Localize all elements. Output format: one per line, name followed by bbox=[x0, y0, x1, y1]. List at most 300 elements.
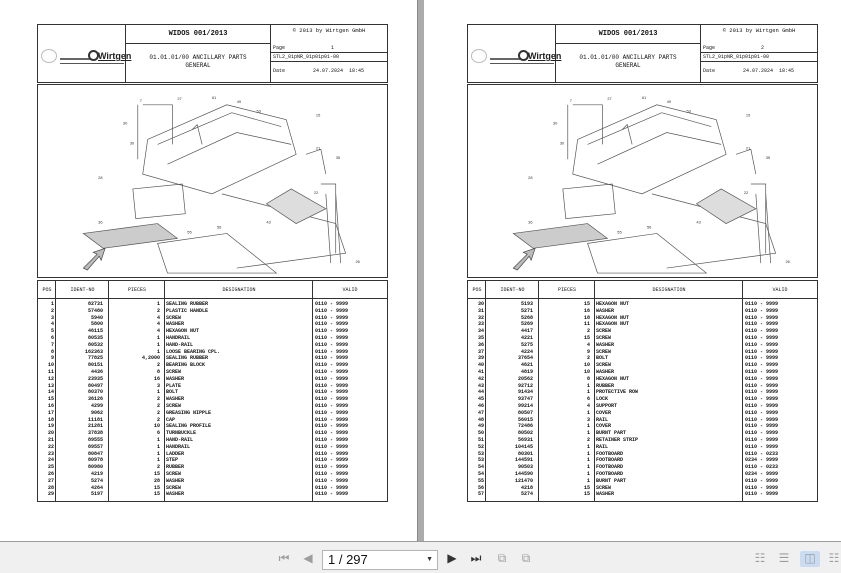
table-row bbox=[468, 315, 817, 322]
cell-valid: 0110 - 9999 bbox=[745, 443, 779, 450]
svg-text:27: 27 bbox=[177, 95, 182, 101]
cell-ident-no: 11181 bbox=[87, 416, 103, 423]
cell-pieces: 1 bbox=[586, 464, 590, 471]
previous-page-icon[interactable]: ◀ bbox=[303, 552, 313, 566]
cell-pos: 6 bbox=[50, 334, 54, 341]
cell-ident-no: 4219 bbox=[90, 470, 103, 477]
cell-designation: WASHER bbox=[596, 491, 615, 498]
cell-valid: 0110 - 9999 bbox=[745, 314, 779, 321]
cell-designation: FOOTBOARD bbox=[596, 457, 624, 464]
cell-valid: 0110 - 9999 bbox=[745, 389, 779, 396]
cell-designation: FOOTBOARD bbox=[596, 464, 624, 471]
cell-valid: 0110 - 9999 bbox=[315, 307, 349, 314]
cell-designation: RAIL bbox=[596, 443, 609, 450]
cell-designation: PLATE bbox=[166, 382, 182, 389]
cell-ident-no: 5800 bbox=[90, 321, 103, 328]
section-title: 01.01.01/00 ANCILLARY PARTS bbox=[149, 54, 247, 61]
cell-pieces: 1 bbox=[156, 341, 160, 348]
section-title: 01.01.01/00 ANCILLARY PARTS bbox=[579, 54, 677, 61]
svg-text:35: 35 bbox=[765, 155, 771, 161]
cell-pos: 20 bbox=[47, 430, 54, 437]
table-row bbox=[468, 389, 817, 396]
cell-pieces: 8 bbox=[586, 375, 590, 382]
svg-text:61: 61 bbox=[642, 94, 647, 100]
cell-valid: 0110 - 9999 bbox=[315, 382, 349, 389]
page-navigation-toolbar bbox=[0, 541, 841, 573]
cell-valid: 0110 - 9999 bbox=[745, 348, 779, 355]
svg-text:36: 36 bbox=[98, 219, 103, 225]
table-row bbox=[468, 321, 817, 328]
table-row bbox=[38, 362, 387, 369]
continuous-facing-view-icon[interactable]: ☷ bbox=[828, 552, 840, 566]
header-pos: POS bbox=[468, 281, 486, 299]
cell-pos: 51 bbox=[477, 436, 484, 443]
cell-ident-no: 5193 bbox=[520, 301, 533, 307]
cell-valid: 0110 - 9999 bbox=[315, 396, 349, 403]
cell-pos: 19 bbox=[47, 423, 54, 430]
facing-view-icon[interactable]: ◫ bbox=[800, 551, 820, 567]
cell-designation: HANDRAIL bbox=[166, 443, 191, 450]
cell-pos: 54 bbox=[477, 464, 484, 471]
cell-ident-no: 80535 bbox=[87, 334, 103, 341]
date-label: Date bbox=[273, 68, 286, 74]
table-body bbox=[468, 301, 817, 498]
cell-pieces: 1 bbox=[156, 348, 160, 355]
cell-pos: 32 bbox=[477, 314, 484, 321]
cell-ident-no: 57480 bbox=[87, 307, 103, 314]
cell-designation: WASHER bbox=[596, 307, 615, 314]
page-number-value: 1 / 297 bbox=[328, 552, 368, 567]
cell-valid: 0110 - 9999 bbox=[745, 416, 779, 423]
table-row bbox=[38, 389, 387, 396]
table-row bbox=[468, 423, 817, 430]
page-gap bbox=[417, 0, 424, 541]
section-description bbox=[126, 44, 271, 82]
cell-valid: 0110 - 9999 bbox=[745, 430, 779, 437]
table-row bbox=[38, 491, 387, 498]
cell-ident-no: 80980 bbox=[87, 464, 103, 471]
cell-pos: 36 bbox=[477, 341, 484, 348]
cell-designation: FOOTBOARD bbox=[596, 470, 624, 477]
first-page-icon[interactable]: ⏮ bbox=[278, 552, 290, 566]
cell-pieces: 10 bbox=[583, 362, 590, 369]
cell-valid: 0110 - 9999 bbox=[745, 328, 779, 335]
cell-ident-no: 37654 bbox=[517, 355, 533, 362]
cell-ident-no: 37838 bbox=[87, 430, 103, 437]
chevron-down-icon[interactable]: ▼ bbox=[426, 556, 433, 563]
cell-pos: 35 bbox=[477, 334, 484, 341]
cell-designation: HEXAGON NUT bbox=[596, 375, 630, 382]
table-row bbox=[468, 417, 817, 424]
table-row bbox=[468, 410, 817, 417]
cell-ident-no: 89555 bbox=[87, 436, 103, 443]
svg-text:36: 36 bbox=[528, 219, 533, 225]
cell-pieces: 1 bbox=[586, 477, 590, 484]
cell-valid: 0234 - 9999 bbox=[745, 457, 779, 464]
cell-ident-no: 93747 bbox=[517, 396, 533, 403]
cell-valid: 0110 - 9999 bbox=[315, 314, 349, 321]
svg-text:49: 49 bbox=[666, 98, 672, 104]
continuous-view-icon[interactable]: ☰ bbox=[778, 552, 790, 566]
svg-text:30: 30 bbox=[559, 140, 565, 146]
cell-ident-no: 5274 bbox=[520, 491, 533, 498]
table-row bbox=[38, 342, 387, 349]
document-title: WIDOS 001/2013 bbox=[556, 25, 701, 44]
logo-cell bbox=[468, 25, 562, 82]
cell-pos: 37 bbox=[477, 348, 484, 355]
cell-pos: 53 bbox=[477, 450, 484, 457]
table-row bbox=[468, 437, 817, 444]
parts-diagram-image bbox=[38, 85, 387, 277]
cell-valid: 0110 - 9999 bbox=[745, 402, 779, 409]
table-row bbox=[38, 335, 387, 342]
cell-valid: 0110 - 9999 bbox=[315, 341, 349, 348]
cell-valid: 0110 - 9999 bbox=[315, 477, 349, 484]
cell-pos: 34 bbox=[477, 328, 484, 335]
cell-ident-no: 144590 bbox=[514, 470, 533, 477]
table-row bbox=[468, 342, 817, 349]
cell-ident-no: 5268 bbox=[520, 314, 533, 321]
cell-ident-no: 9062 bbox=[90, 409, 103, 416]
cell-pos: 41 bbox=[477, 368, 484, 375]
cell-pieces: 1 bbox=[586, 409, 590, 416]
cell-valid: 0110 - 9999 bbox=[315, 402, 349, 409]
orientation-arrow-icon bbox=[83, 248, 105, 270]
cell-pieces: 1 bbox=[156, 443, 160, 450]
cell-pos: 47 bbox=[477, 409, 484, 416]
single-page-view-icon[interactable]: ☷ bbox=[754, 552, 766, 566]
cell-ident-no: 21281 bbox=[87, 423, 103, 430]
table-row bbox=[38, 369, 387, 376]
cell-designation: HEXAGON NUT bbox=[166, 328, 200, 335]
cell-valid: 0110 - 9999 bbox=[315, 430, 349, 437]
cell-designation: HEXAGON NUT bbox=[596, 321, 630, 328]
svg-text:56: 56 bbox=[216, 224, 222, 230]
table-row bbox=[38, 315, 387, 322]
cell-valid: 0110 - 9999 bbox=[315, 470, 349, 477]
cell-pos: 44 bbox=[477, 389, 484, 396]
cell-valid: 0110 - 9999 bbox=[315, 484, 349, 491]
cell-ident-no: 80978 bbox=[87, 457, 103, 464]
svg-text:53: 53 bbox=[686, 108, 691, 114]
cell-pieces: 4 bbox=[156, 321, 160, 328]
brand-name: Wirtgen bbox=[528, 51, 562, 61]
table-row bbox=[468, 301, 817, 308]
table-row bbox=[38, 471, 387, 478]
cell-designation: SCREW bbox=[166, 484, 182, 491]
cell-designation: RUBBER bbox=[596, 382, 615, 389]
cell-valid: 0110 - 9999 bbox=[315, 436, 349, 443]
next-view-icon[interactable]: ⧉ bbox=[521, 552, 531, 566]
cell-pos: 50 bbox=[477, 430, 484, 437]
cell-designation: SCREW bbox=[596, 484, 612, 491]
cell-designation: HANDRAIL bbox=[166, 334, 191, 341]
svg-text:7: 7 bbox=[569, 97, 572, 103]
cell-valid: 0110 - 9999 bbox=[315, 301, 349, 307]
cell-ident-no: 4621 bbox=[520, 362, 533, 369]
cell-designation: LOCK bbox=[596, 396, 609, 403]
cell-ident-no: 91434 bbox=[517, 389, 533, 396]
cell-pieces: 1 bbox=[156, 450, 160, 457]
cell-pos: 4 bbox=[50, 321, 54, 328]
cell-designation: WASHER bbox=[166, 321, 185, 328]
cell-pos: 11 bbox=[47, 368, 54, 375]
wirtgen-logo bbox=[490, 49, 562, 65]
table-row bbox=[468, 383, 817, 390]
cell-ident-no: 162363 bbox=[84, 348, 103, 355]
parts-table bbox=[37, 280, 388, 502]
cell-pos: 56 bbox=[477, 484, 484, 491]
header-designation: DESIGNATION bbox=[595, 281, 743, 299]
cell-ident-no: 23935 bbox=[87, 375, 103, 382]
header-pieces: PIECES bbox=[109, 281, 165, 299]
exploded-parts-drawing bbox=[37, 84, 388, 278]
cell-pieces: 3 bbox=[156, 382, 160, 389]
svg-text:15: 15 bbox=[745, 112, 751, 118]
cell-valid: 0110 - 9999 bbox=[745, 334, 779, 341]
document-code: STL2_01pNR_01p01p01-00 bbox=[271, 53, 387, 62]
cell-pos: 55 bbox=[477, 477, 484, 484]
cell-designation: WASHER bbox=[166, 396, 185, 403]
table-row bbox=[38, 301, 387, 308]
svg-text:30: 30 bbox=[122, 120, 128, 126]
table-row bbox=[38, 437, 387, 444]
cell-ident-no: 4264 bbox=[90, 484, 103, 491]
cell-designation: WASHER bbox=[166, 477, 185, 484]
cell-pos: 17 bbox=[47, 409, 54, 416]
cell-ident-no: 5274 bbox=[90, 477, 103, 484]
table-row bbox=[38, 349, 387, 356]
cell-pieces: 1 bbox=[156, 457, 160, 464]
cell-ident-no: 5940 bbox=[90, 314, 103, 321]
table-row bbox=[468, 376, 817, 383]
cell-pos: 18 bbox=[47, 416, 54, 423]
cell-pos: 9 bbox=[50, 355, 54, 362]
copyright: © 2013 by Wirtgen GmbH bbox=[292, 27, 366, 34]
svg-text:30: 30 bbox=[129, 140, 135, 146]
section-subtitle: GENERAL bbox=[185, 62, 211, 69]
cell-pieces: 1 bbox=[586, 430, 590, 437]
seal-logo-icon bbox=[471, 49, 487, 63]
header-ident: IDENT-NO bbox=[56, 281, 109, 299]
cell-pieces: 2 bbox=[156, 362, 160, 369]
cell-valid: 0110 - 9999 bbox=[315, 423, 349, 430]
cell-valid: 0110 - 9999 bbox=[745, 368, 779, 375]
table-row bbox=[38, 444, 387, 451]
cell-ident-no: 80301 bbox=[517, 450, 533, 457]
table-row bbox=[468, 464, 817, 471]
table-row bbox=[38, 451, 387, 458]
cell-designation: BURNT PART bbox=[596, 477, 627, 484]
cell-valid: 0110 - 9999 bbox=[315, 457, 349, 464]
cell-valid: 0110 - 9999 bbox=[315, 355, 349, 362]
cell-pos: 21 bbox=[47, 436, 54, 443]
header-pieces: PIECES bbox=[539, 281, 595, 299]
page-number: 1 bbox=[331, 45, 335, 51]
cell-ident-no: 20562 bbox=[517, 375, 533, 382]
cell-valid: 0110 - 9999 bbox=[745, 362, 779, 369]
cell-valid: 0110 - 9999 bbox=[315, 464, 349, 471]
cell-pieces: 1 bbox=[156, 389, 160, 396]
cell-pos: 27 bbox=[47, 477, 54, 484]
cell-valid: 0110 - 9999 bbox=[315, 491, 349, 498]
cell-ident-no: 4218 bbox=[520, 484, 533, 491]
cell-designation: LOOSE BEARING CPL. bbox=[166, 348, 221, 355]
cell-valid: 0110 - 9999 bbox=[745, 409, 779, 416]
header-valid: VALID bbox=[743, 281, 817, 299]
cell-ident-no: 56015 bbox=[517, 416, 533, 423]
cell-designation: BOLT bbox=[166, 389, 179, 396]
cell-pieces: 2 bbox=[156, 416, 160, 423]
svg-text:28: 28 bbox=[98, 175, 103, 181]
table-row bbox=[468, 369, 817, 376]
cell-designation: WASHER bbox=[596, 368, 615, 375]
cell-valid: 0110 - 9999 bbox=[315, 368, 349, 375]
cell-designation: RETAINER STRIP bbox=[596, 436, 639, 443]
svg-text:61: 61 bbox=[212, 94, 217, 100]
cell-ident-no: 4224 bbox=[520, 348, 533, 355]
cell-pos: 57 bbox=[477, 491, 484, 498]
cell-ident-no: 4417 bbox=[520, 328, 533, 335]
page-number: 2 bbox=[761, 45, 765, 51]
cell-pieces: 6 bbox=[156, 430, 160, 437]
table-row bbox=[468, 396, 817, 403]
exploded-parts-drawing bbox=[467, 84, 818, 278]
date-value: 24.07.2024 18:45 bbox=[743, 68, 795, 74]
cell-pieces: 1 bbox=[156, 334, 160, 341]
cell-pos: 54 bbox=[477, 470, 484, 477]
cell-ident-no: 90503 bbox=[517, 464, 533, 471]
page-header bbox=[37, 24, 388, 83]
cell-valid: 0110 - 9999 bbox=[315, 334, 349, 341]
pdf-page-1 bbox=[0, 0, 417, 541]
svg-text:30: 30 bbox=[552, 120, 558, 126]
cell-valid: 0110 - 9999 bbox=[315, 348, 349, 355]
cell-designation: WASHER bbox=[166, 375, 185, 382]
cell-designation: SCREW bbox=[166, 470, 182, 477]
cell-pieces: 4 bbox=[156, 314, 160, 321]
table-row bbox=[38, 417, 387, 424]
table-row bbox=[38, 403, 387, 410]
cell-pieces: 15 bbox=[153, 491, 160, 498]
table-row bbox=[468, 444, 817, 451]
svg-text:22: 22 bbox=[743, 189, 749, 195]
cell-pieces: 1 bbox=[586, 470, 590, 477]
cell-ident-no: 121470 bbox=[514, 477, 533, 484]
cell-valid: 0110 - 9999 bbox=[745, 341, 779, 348]
cell-designation: HEXAGON NUT bbox=[596, 301, 630, 307]
cell-ident-no: 82731 bbox=[87, 301, 103, 307]
svg-text:53: 53 bbox=[256, 108, 261, 114]
cell-valid: 0110 - 9999 bbox=[745, 382, 779, 389]
svg-text:35: 35 bbox=[335, 155, 341, 161]
cell-pieces: 15 bbox=[583, 301, 590, 307]
copyright: © 2013 by Wirtgen GmbH bbox=[722, 27, 796, 34]
cell-pos: 16 bbox=[47, 402, 54, 409]
cell-ident-no: 4819 bbox=[520, 368, 533, 375]
cell-ident-no: 5275 bbox=[520, 341, 533, 348]
cell-designation: RUBBER bbox=[166, 464, 185, 471]
cell-ident-no: 92712 bbox=[517, 382, 533, 389]
cell-pos: 30 bbox=[477, 301, 484, 307]
table-row bbox=[38, 410, 387, 417]
cell-designation: SEALING RUBBER bbox=[166, 301, 209, 307]
wirtgen-logo bbox=[60, 49, 132, 65]
cell-valid: 0110 - 9999 bbox=[315, 409, 349, 416]
svg-text:22: 22 bbox=[313, 189, 319, 195]
cell-designation: PROTECTIVE ROW bbox=[596, 389, 639, 396]
table-row bbox=[38, 355, 387, 362]
cell-valid: 0110 - 9999 bbox=[315, 375, 349, 382]
cell-pieces: 1 bbox=[586, 423, 590, 430]
cell-ident-no: 80532 bbox=[87, 341, 103, 348]
table-row bbox=[468, 362, 817, 369]
previous-view-icon[interactable]: ⧉ bbox=[497, 552, 507, 566]
document-code: STL2_01pNR_01p01p01-00 bbox=[701, 53, 817, 62]
cell-ident-no: 77825 bbox=[87, 355, 103, 362]
cell-designation: SEALING RUBBER bbox=[166, 355, 209, 362]
cell-pieces: 16 bbox=[153, 375, 160, 382]
table-row bbox=[468, 430, 817, 437]
svg-text:55: 55 bbox=[187, 229, 192, 235]
page-number-dropdown[interactable] bbox=[322, 550, 438, 570]
pdf-page-2 bbox=[424, 0, 841, 541]
section-subtitle: GENERAL bbox=[615, 62, 641, 69]
cell-designation: SEALING PROFILE bbox=[166, 423, 212, 430]
cell-pos: 15 bbox=[47, 396, 54, 403]
cell-ident-no: 80502 bbox=[517, 430, 533, 437]
table-row bbox=[468, 478, 817, 485]
cell-ident-no: 80507 bbox=[517, 409, 533, 416]
cell-ident-no: 80497 bbox=[87, 382, 103, 389]
cell-designation: HAND-RAIL bbox=[166, 436, 194, 443]
cell-valid: 0110 - 9999 bbox=[745, 375, 779, 382]
cell-valid: 0110 - 9999 bbox=[745, 491, 779, 498]
cell-pieces: 4 bbox=[586, 341, 590, 348]
table-row bbox=[468, 355, 817, 362]
cell-valid: 0110 - 9999 bbox=[745, 355, 779, 362]
cell-pieces: 15 bbox=[583, 491, 590, 498]
cell-designation: HEXAGON NUT bbox=[596, 314, 630, 321]
svg-text:43: 43 bbox=[696, 219, 701, 225]
cell-pos: 45 bbox=[477, 396, 484, 403]
cell-pos: 33 bbox=[477, 321, 484, 328]
cell-pos: 26 bbox=[47, 470, 54, 477]
cell-designation: HAND-RAIL bbox=[166, 341, 194, 348]
table-row bbox=[468, 349, 817, 356]
cell-designation: WASHER bbox=[596, 341, 615, 348]
cell-pieces: 2 bbox=[156, 464, 160, 471]
cell-ident-no: 5197 bbox=[90, 491, 103, 498]
cell-designation: CAP bbox=[166, 416, 176, 423]
cell-valid: 0110 - 0233 bbox=[745, 450, 779, 457]
section-description bbox=[556, 44, 701, 82]
cell-ident-no: 36126 bbox=[87, 396, 103, 403]
cell-pieces: 3 bbox=[586, 416, 590, 423]
svg-text:43: 43 bbox=[266, 219, 271, 225]
cell-pieces: 10 bbox=[153, 423, 160, 430]
cell-designation: SCREW bbox=[166, 314, 182, 321]
svg-text:56: 56 bbox=[646, 224, 652, 230]
cell-designation: TURNBUCKLE bbox=[166, 430, 197, 437]
cell-pieces: 15 bbox=[583, 484, 590, 491]
table-row bbox=[38, 321, 387, 328]
table-row bbox=[468, 308, 817, 315]
table-row bbox=[38, 464, 387, 471]
header-valid: VALID bbox=[313, 281, 387, 299]
last-page-icon[interactable]: ⏭ bbox=[470, 552, 482, 566]
next-page-icon[interactable]: ▶ bbox=[447, 552, 457, 566]
